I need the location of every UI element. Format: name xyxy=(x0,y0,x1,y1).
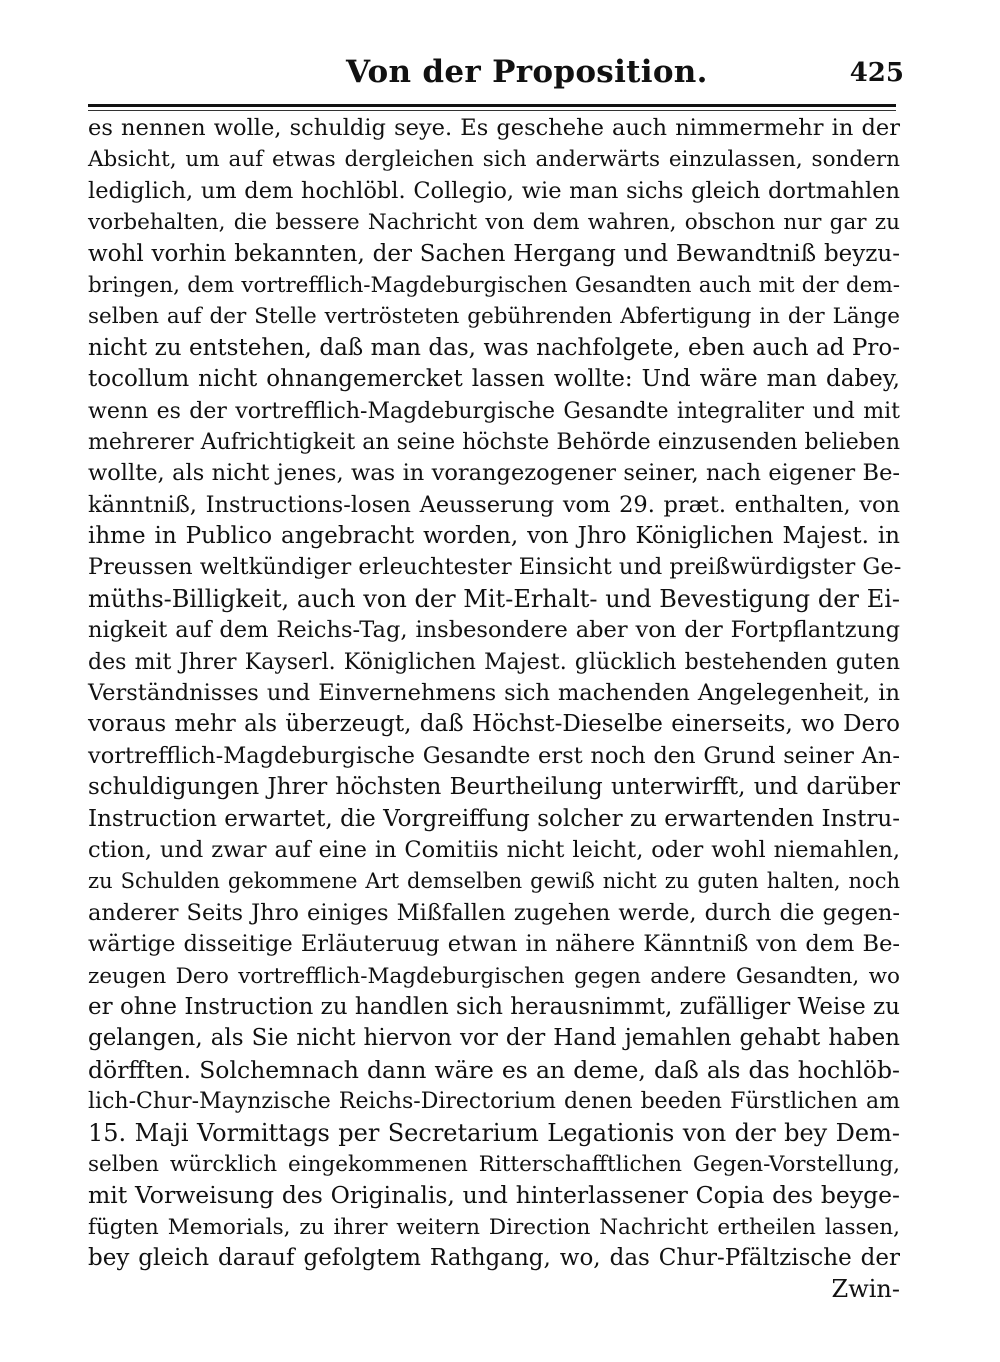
text-line: er ohne Instruction zu handlen sich herausnimmt, zufälliger Weise zu xyxy=(88,993,900,1020)
text-line: nicht zu entstehen, daß man das, was nachfolgete, eben auch ad Pro- xyxy=(88,334,900,361)
text-line: ihme in Publico angebracht worden, von Jhro Königlichen Majest. in xyxy=(88,523,900,550)
text-line: mit Vorweisung des Originalis, und hinterlassener Copia des beyge- xyxy=(88,1181,900,1210)
header-rule xyxy=(88,104,896,107)
text-line: 15. Maji Vormittags per Secretarium Legationis von der bey Dem- xyxy=(88,1118,900,1147)
text-line: bey gleich darauf gefolgtem Rathgang, wo, das Chur-Pfältzische der xyxy=(88,1245,900,1272)
text-line: wärtige disseitige Erläuteruug etwan in nähere Känntniß von dem Be- xyxy=(88,931,900,958)
page-number: 425 xyxy=(849,58,904,88)
text-line: tocollum nicht ohnangemercket lassen wollte: Und wäre man dabey, xyxy=(88,366,900,393)
text-line: des mit Jhrer Kayserl. Königlichen Majest. glücklich bestehenden guten xyxy=(88,649,900,675)
text-line: wohl vorhin bekannten, der Sachen Hergang und Bewandtniß beyzu- xyxy=(88,240,900,267)
body-text xyxy=(88,113,900,1306)
text-line: fügten Memorials, zu ihrer weitern Direction Nachricht ertheilen lassen, xyxy=(88,1214,900,1240)
text-line: nigkeit auf dem Reichs-Tag, insbesondere aber von der Fortpflantzung xyxy=(88,617,900,644)
text-line: müths-Billigkeit, auch von der Mit-Erhalt- und Bevestigung der Ei- xyxy=(88,584,900,613)
text-line: selben auf der Stelle vertrösteten gebührenden Abfertigung in der Länge xyxy=(88,304,900,330)
page-title: Von der Proposition. xyxy=(346,54,708,90)
text-line: vortrefflich-Magdeburgische Gesandte erst noch den Grund seiner An- xyxy=(88,742,900,769)
text-line: lich-Chur-Maynzische Reichs-Directorium denen beeden Fürstlichen am xyxy=(88,1089,900,1115)
text-line: mehrerer Aufrichtigkeit an seine höchste Behörde einzusenden belieben xyxy=(88,429,900,455)
text-line: ction, und zwar auf eine in Comitiis nicht leicht, oder wohl niemahlen, xyxy=(88,836,900,863)
text-line: Instruction erwartet, die Vorgreiffung solcher zu erwartenden Instru- xyxy=(88,805,900,832)
text-line: känntniß, Instructions-losen Aeusserung vom 29. præt. enthalten, von xyxy=(88,491,900,518)
text-line: voraus mehr als überzeugt, daß Höchst-Dieselbe einerseits, wo Dero xyxy=(88,711,900,738)
text-line: wenn es der vortrefflich-Magdeburgische Gesandte integraliter und mit xyxy=(88,398,900,424)
text-line: vorbehalten, die bessere Nachricht von dem wahren, obschon nur gar zu xyxy=(88,210,900,236)
text-line: bringen, dem vortrefflich-Magdeburgischen Gesandten auch mit der dem- xyxy=(88,272,900,298)
running-header xyxy=(88,50,908,98)
text-line: anderer Seits Jhro einiges Mißfallen zugehen werde, durch die gegen- xyxy=(88,899,900,926)
text-line: Verständnisses und Einvernehmens sich machenden Angelegenheit, in xyxy=(88,680,900,707)
text-line: selben würcklich eingekommenen Ritterschafftlichen Gegen-Vorstellung, xyxy=(88,1151,900,1177)
text-line: schuldigungen Jhrer höchsten Beurtheilung unterwirfft, und darüber xyxy=(88,774,900,801)
text-line: Preussen weltkündiger erleuchtester Einsicht und preißwürdigster Ge- xyxy=(88,554,902,581)
text-line: gelangen, als Sie nicht hiervon vor der Hand jemahlen gehabt haben xyxy=(88,1025,900,1052)
text-line: wollte, als nicht jenes, was in vorangezogener seiner, nach eigener Be- xyxy=(88,460,900,487)
text-line: zu Schulden gekommene Art demselben gewiß nicht zu guten halten, noch xyxy=(88,869,900,894)
text-line: Absicht, um auf etwas dergleichen sich anderwärts einzulassen, sondern xyxy=(88,147,900,173)
text-line: es nennen wolle, schuldig seye. Es geschehe auch nimmermehr in der xyxy=(88,115,900,141)
catchword: Zwin- xyxy=(831,1275,900,1304)
text-line: zeugen Dero vortrefflich-Magdeburgischen gegen andere Gesandten, wo xyxy=(88,963,900,989)
text-line: dörfften. Solchemnach dann wäre es an deme, daß als das hochlöb- xyxy=(88,1055,900,1084)
text-line: lediglich, um dem hochlöbl. Collegio, wie man sichs gleich dortmahlen xyxy=(88,177,900,204)
